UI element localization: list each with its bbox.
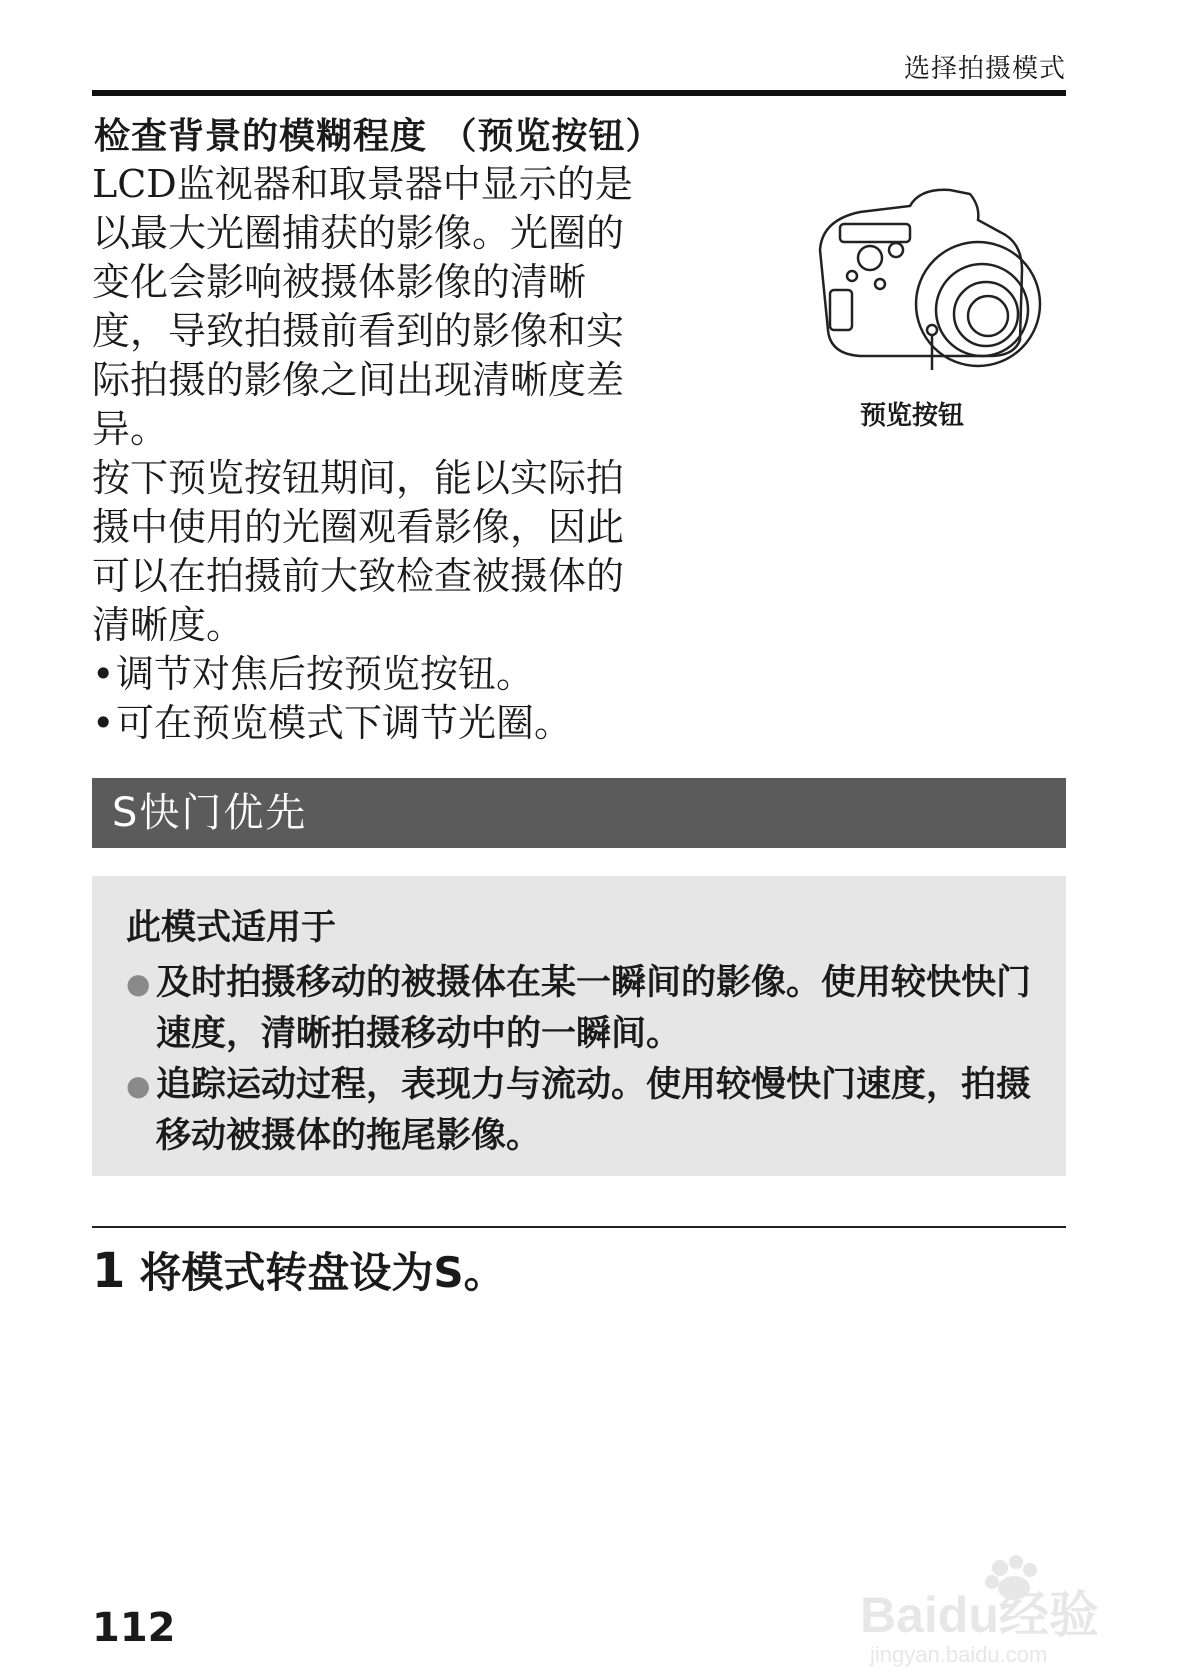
usage-text: 及时拍摄移动的被摄体在某一瞬间的影像。使用较快快门速度，清晰拍摄移动中的一瞬间。 xyxy=(156,963,1032,1054)
usage-item xyxy=(126,1060,1036,1162)
bullet-text: 可在预览模式下调节光圈。 xyxy=(116,701,573,745)
usage-box xyxy=(92,876,1066,1176)
bullet-circle-icon: ● xyxy=(126,967,151,1000)
step-1 xyxy=(92,1240,506,1300)
preview-body-text xyxy=(92,160,652,748)
preview-paragraph-2: 按下预览按钮期间，能以实际拍摄中使用的光圈观看影像，因此可以在拍摄前大致检查被摄体的清晰度。 xyxy=(92,456,625,647)
preview-paragraph-1: LCD监视器和取景器中显示的是以最大光圈捕获的影像。光圈的变化会影响被摄体影像的清晰度，导致拍摄前看到的影像和实际拍摄的影像之间出现清晰度差异。 xyxy=(92,162,633,451)
usage-text: 追踪运动过程，表现力与流动。使用较慢快门速度，拍摄移动被摄体的拖尾影像。 xyxy=(156,1065,1032,1156)
baidu-watermark-logo xyxy=(850,1550,1170,1670)
step-text: 将模式转盘设为S。 xyxy=(139,1248,506,1297)
mode-section-title: S快门优先 xyxy=(92,778,1066,848)
usage-title: 此模式适用于 xyxy=(126,908,337,948)
step-number: 1 xyxy=(92,1243,126,1299)
running-header: 选择拍摄模式 xyxy=(903,54,1066,84)
bullet-item xyxy=(92,650,652,699)
header-rule xyxy=(92,90,1066,96)
usage-item xyxy=(126,958,1036,1060)
section-title-preview: 检查背景的模糊程度 （预览按钮） xyxy=(94,116,663,157)
bullet-dot: • xyxy=(92,701,115,745)
bullet-text: 调节对焦后按预览按钮。 xyxy=(116,652,535,696)
svg-text:jingyan.baidu.com: jingyan.baidu.com xyxy=(870,1642,1048,1667)
bullet-dot: • xyxy=(92,652,115,696)
bullet-item xyxy=(92,699,652,748)
figure-caption: 预览按钮 xyxy=(860,401,965,431)
bullet-circle-icon: ● xyxy=(126,1069,151,1102)
step-rule xyxy=(92,1226,1066,1228)
svg-text:Baidu经验: Baidu经验 xyxy=(860,1587,1099,1643)
page-number: 112 xyxy=(92,1605,176,1651)
